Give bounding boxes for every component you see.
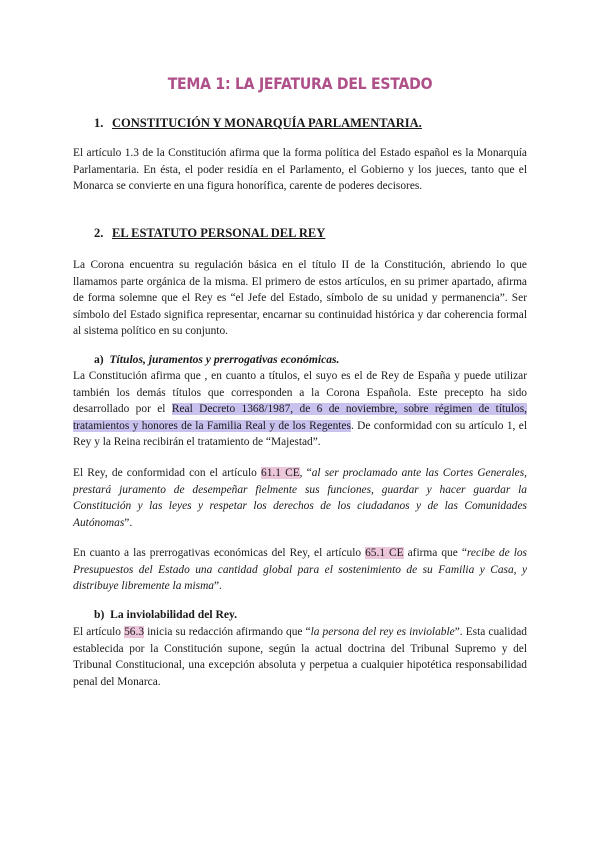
- highlight-article-56: 56.3: [124, 626, 145, 638]
- section-1-paragraph: El artículo 1.3 de la Constitución afirma que la forma política del Estado español es la Monarquía Parlamentaria. En ésta, el poder residía en el Parlamento, el Gobierno y los jueces, tanto que el Monarca se convierte en una figura honorífica, carente de poderes decisores.: [73, 147, 527, 192]
- quote-article-65: recibe de los Presupuestos del Estado una cantidad global para el sostenimiento de su Familia y Casa, y distribuye libremente la misma: [73, 547, 527, 592]
- text-run: La Constitución afirma que , en cuanto a títulos, el suyo es el de Rey de España y puede utilizar también los demás títulos que corresponden a la Corona Española. Este precepto ha sido desarrollado por el: [73, 370, 527, 415]
- text-run: ”. Esta cualidad establecida por la Constitución supone, según la actual doctrina del Tribunal Supremo y del Tribunal Constitucional, una excepción absoluta y perpetua a cualquier hipotética responsabilidad penal del Monarca.: [73, 626, 528, 688]
- subsection-a-heading: [94, 353, 339, 366]
- section-2-number: 2.: [94, 226, 104, 240]
- subsection-a-title: Títulos, juramentos y prerrogativas económicas.: [109, 353, 340, 366]
- text-run: El artículo: [73, 626, 125, 638]
- document-title: TEMA 1: LA JEFATURA DEL ESTADO: [167, 74, 433, 93]
- subsection-a-label: a): [94, 353, 104, 366]
- subsection-a-paragraph-3: [73, 545, 527, 595]
- subsection-a-paragraph-2: [73, 465, 527, 531]
- subsection-b-paragraph: [73, 624, 527, 690]
- highlight-article-61: 61.1 CE: [261, 467, 300, 479]
- text-run: inicia su redacción afirmando que “: [144, 626, 311, 638]
- section-2-paragraph: La Corona encuentra su regulación básica en el título II de la Constitución, abriendo lo que llamamos parte orgánica de la misma. El primero de estos artículos, en su primer apartado, afirma de forma solemne que el Rey es “el Jefe del Estado, símbolo de su unidad y permanencia”. Ser símbolo del Estado significa representar, encarnar su continuidad histórica y dar coherencia formal al sistema político en su conjunto.: [73, 259, 527, 337]
- text-run: . De conformidad con su artículo 1, el Rey y la Reina recibirán el tratamiento de “Majestad”.: [73, 419, 528, 448]
- section-2-title: EL ESTATUTO PERSONAL DEL REY: [112, 226, 326, 240]
- section-1-number: 1.: [94, 116, 104, 130]
- text-run: El Rey, de conformidad con el artículo: [73, 467, 262, 479]
- quote-article-56: la persona del rey es inviolable: [310, 626, 455, 638]
- highlight-article-65: 65.1 CE: [365, 547, 404, 559]
- section-2-heading: [94, 226, 325, 241]
- highlight-real-decreto: Real Decreto 1368/1987, de 6 de noviembre, sobre régimen de títulos, tratamientos y honores de la Familia Real y de los Regentes: [73, 403, 527, 432]
- text-run: ”.: [214, 580, 222, 592]
- text-run: ”.: [124, 516, 133, 529]
- section-1-title: CONSTITUCIÓN Y MONARQUÍA PARLAMENTARIA.: [112, 116, 422, 130]
- quote-article-61: al ser proclamado ante las Cortes Generales, prestará juramento de desempeñar fielmente sus funciones, guardar y hacer guardar la Constitución y las leyes y respetar los derechos de los ciudadanos y de las Comunidades Autónomas: [73, 467, 527, 529]
- subsection-a-paragraph-1: [73, 368, 527, 451]
- subsection-b-title: La inviolabilidad del Rey.: [110, 608, 238, 621]
- subsection-b-heading: [94, 608, 237, 621]
- text-run: , “: [299, 467, 312, 479]
- text-run: afirma que “: [403, 547, 467, 559]
- text-run: En cuanto a las prerrogativas económicas del Rey, el artículo: [73, 547, 366, 559]
- section-1-heading: [94, 116, 422, 131]
- subsection-b-label: b): [94, 608, 105, 621]
